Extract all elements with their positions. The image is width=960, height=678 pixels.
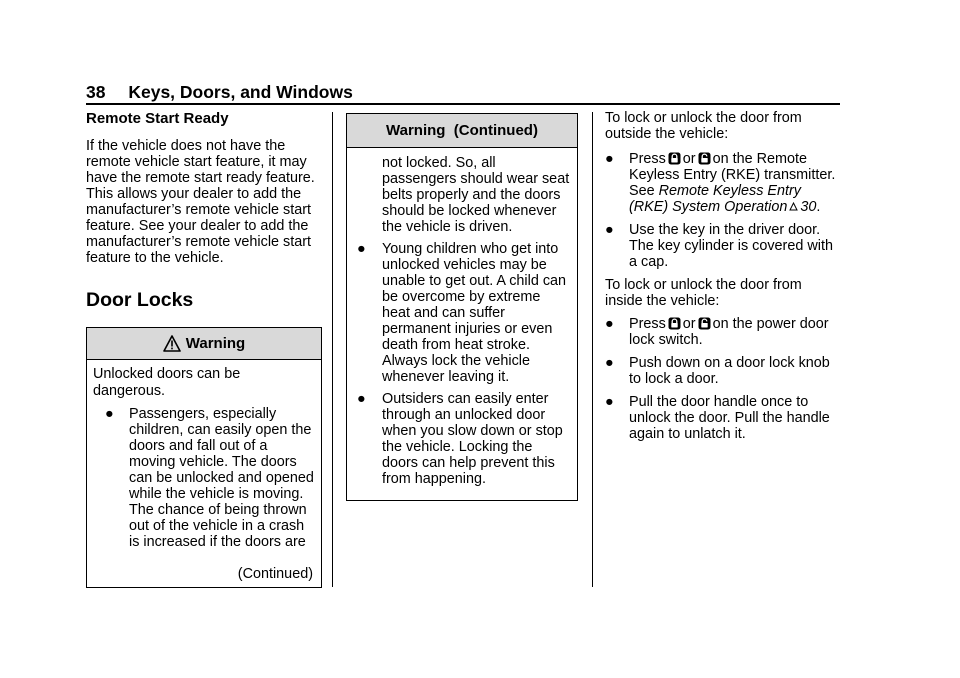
warning-continued-text: not locked. So, all passengers should wear seat belts properly and the doors should be locked whenever the vehicle is driven. <box>382 155 570 235</box>
header-rule <box>86 103 840 105</box>
warning-box <box>86 327 322 588</box>
press-word: Press <box>629 151 666 167</box>
list-item: ● Press or on the power door lock switch. <box>605 316 829 348</box>
list-item: ● Young children who get into unlocked vehicles may be unable to get out. A child can be overcome by extreme heat and can suffer permanent injuries or even death from heat stroke. Always lock the vehicle whenever leaving it. <box>357 241 567 385</box>
warning-header <box>87 328 321 360</box>
warning-continued-title: Warning (Continued) <box>386 121 538 139</box>
period: . <box>816 199 821 215</box>
or-word: or <box>682 151 696 167</box>
or-word: or <box>682 316 696 332</box>
column-divider-right <box>592 112 593 587</box>
left-column <box>86 110 322 588</box>
list-item: ● Passengers, especially children, can easily open the doors and fall out of a moving vehicle. The doors can be unlocked and opened while the vehicle is moving. The chance of being thrown out of the vehicle in a crash is increased if the doors are <box>105 406 314 550</box>
subheading-remote-start: Remote Start Ready <box>86 110 229 127</box>
continued-label: (Continued) <box>237 566 313 582</box>
list-item: ● Outsiders can easily enter through an unlocked door when you slow down or stop the vehicle. Locking the doors can help prevent this from happening. <box>357 391 563 487</box>
rke-text: on the Remote Keyless Entry (RKE) transmitter. <box>629 151 836 183</box>
outside-intro: To lock or unlock the door from outside the vehicle: <box>605 110 802 142</box>
lock-icon <box>668 317 681 330</box>
warning-box-continued <box>346 113 578 501</box>
list-item: ● Pull the door handle once to unlock the door. Pull the handle again to unlatch it. <box>605 394 830 442</box>
inside-intro: To lock or unlock the door from inside the vehicle: <box>605 277 802 309</box>
page-number: 38 <box>86 82 106 102</box>
bullet-text: Push down on a door lock knob to lock a door. <box>629 355 830 387</box>
column-divider-left <box>332 112 333 587</box>
bullet-text: Use the key in the driver door. The key cylinder is covered with a cap. <box>629 222 833 270</box>
press-word: Press <box>629 316 666 332</box>
lock-icon <box>668 152 681 165</box>
page-ref-icon <box>789 202 798 211</box>
warning-continued-header <box>347 114 577 148</box>
unlock-icon <box>698 317 711 330</box>
list-item: ● Use the key in the driver door. The key cylinder is covered with a cap. <box>605 222 833 270</box>
bullet-text: Young children who get into unlocked vehicles may be unable to get out. A child can be overcome by extreme heat and can suffer permanent injuries or even death from heat stroke. Always lock the vehicle whenever leaving it. <box>382 241 567 385</box>
remote-start-paragraph: If the vehicle does not have the remote vehicle start feature, it may have the remote start ready feature. This allows your dealer to add the manufacturer’s remote vehicle start feature. See your dealer to add the manufacturer’s remote vehicle start feature to the vehicle. <box>86 138 315 266</box>
warning-triangle-icon <box>163 335 181 352</box>
bullet-text: Outsiders can easily enter through an unlocked door when you slow down or stop the vehicle. Locking the doors can help prevent this from happening. <box>382 391 563 487</box>
bullet-text: Pull the door handle once to unlock the door. Pull the handle again to unlatch it. <box>629 394 830 442</box>
see-word: See <box>629 183 655 199</box>
rke-reference-page[interactable]: 30 <box>800 199 817 215</box>
list-item: ● Press or on the Remote Keyless Entry (RKE) transmitter. See Remote Keyless Entry (RKE) System Operation 30. <box>605 151 836 215</box>
warning-bullet-text: Passengers, especially children, can easily open the doors and fall out of a moving vehicle. The doors can be unlocked and opened while the vehicle is moving. The chance of being thrown out of the vehicle in a crash is increased if the doors are <box>129 406 314 550</box>
warning-title: Warning <box>185 334 246 352</box>
warning-intro: Unlocked doors can be dangerous. <box>93 366 241 399</box>
section-title-door-locks: Door Locks <box>86 289 194 311</box>
right-column <box>605 110 843 449</box>
page-header <box>86 82 353 103</box>
power-lock-text: on the power door lock switch. <box>629 316 829 348</box>
list-item: ● Push down on a door lock knob to lock a door. <box>605 355 830 387</box>
rke-reference[interactable]: Remote Keyless Entry (RKE) System Operation <box>629 183 801 215</box>
unlock-icon <box>698 152 711 165</box>
middle-column <box>346 113 578 501</box>
chapter-title: Keys, Doors, and Windows <box>128 82 353 102</box>
